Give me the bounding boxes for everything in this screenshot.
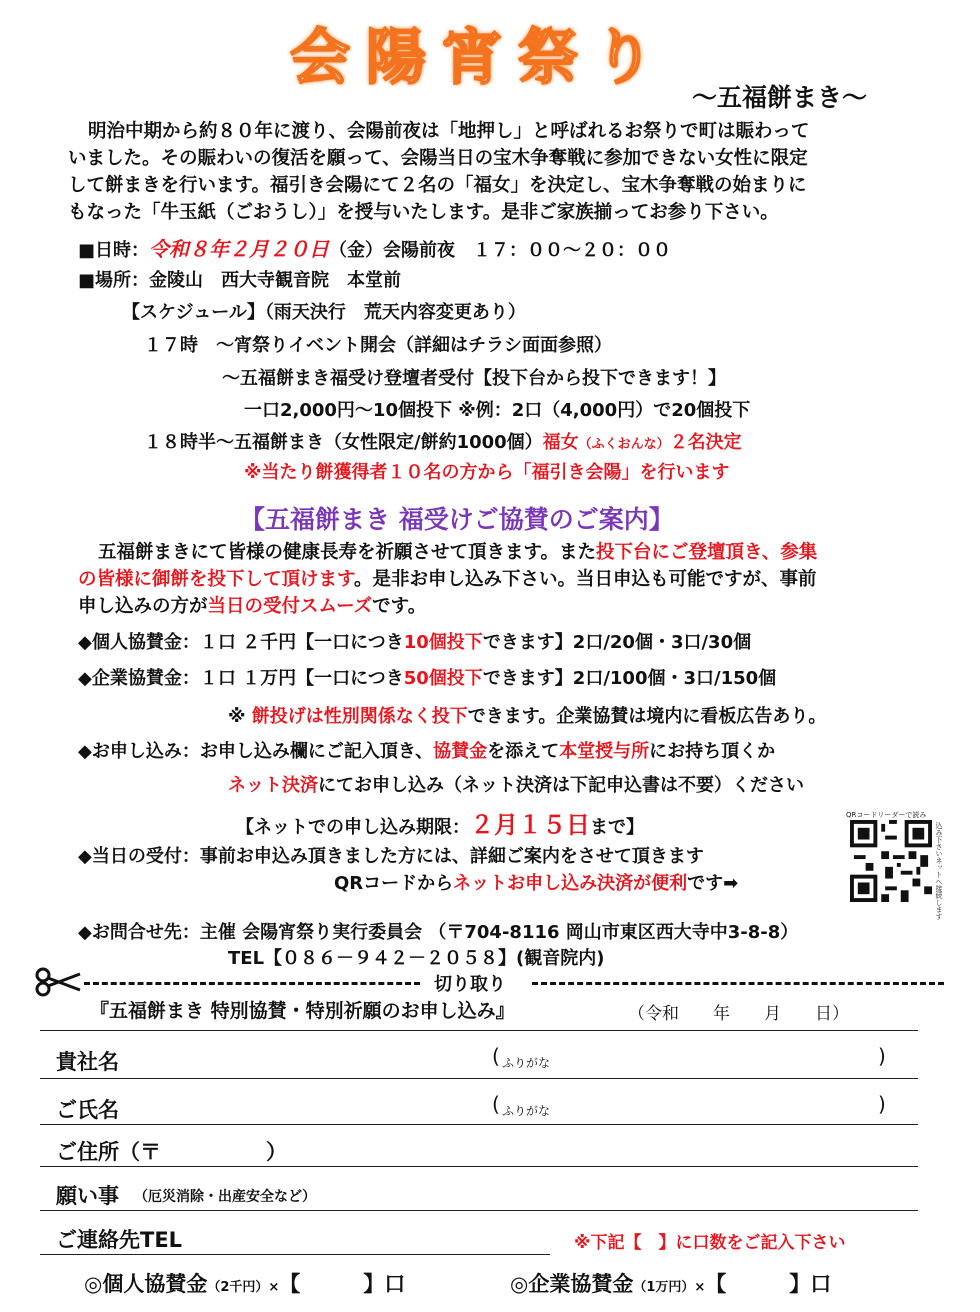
sponsor-para-1: [98, 539, 817, 566]
fukuonna-count: ２名決定: [669, 432, 742, 453]
fukuonna-label: 福女: [542, 432, 579, 453]
day-reception-row: ◆当日の受付：事前お申込み頂きました方には、詳細ご案内をさせて頂きます: [78, 846, 704, 867]
company-furigana: ふりがな: [502, 1056, 551, 1070]
corporate-count-box[interactable]: 【 】口: [705, 1272, 832, 1296]
sponsor-para-1b: 投下台にご登壇頂き、参集: [596, 542, 818, 563]
individual-form-price: （2千円）×: [207, 1280, 280, 1295]
individual-form-label: ◎個人協賛金: [84, 1272, 208, 1296]
individual-sponsor-c: できます】2口/20個・3口/30個: [482, 632, 752, 653]
company-label: 貴社名: [56, 1050, 119, 1074]
company-field[interactable]: [40, 1078, 918, 1079]
intro-line-1: 明治中期から約８０年に渡り、会陽前夜は「地押し」と呼ばれるお祭りで町は賑わって: [88, 121, 810, 142]
datetime-row: [78, 233, 671, 262]
datetime-label: ■日時：: [78, 240, 150, 261]
deadline-a: 【ネットでの申し込み期限：: [236, 817, 470, 838]
datetime-rest: （金）会陽前夜 １７：００～２０：００: [329, 240, 672, 261]
qr-code[interactable]: [850, 820, 932, 902]
schedule-line-1: １７時 ～宵祭りイベント開会（詳細はチラシ面面参照）: [144, 335, 612, 356]
apply-a: ◆お申し込み：お申し込み欄にご記入頂き、: [78, 741, 434, 762]
wish-label: 願い事: [56, 1184, 119, 1208]
individual-form-row: [84, 1268, 405, 1298]
deadline-date: ２月１５日: [470, 811, 590, 839]
individual-sponsor-row: [78, 628, 751, 654]
contact-tel-row: TEL【０８６－９４２－２０５８】(観音院内): [228, 948, 605, 969]
wish-note: （厄災消除・出産安全など）: [134, 1189, 316, 1205]
schedule-header: 【スケジュール】（雨天決行 荒天内容変更あり）: [122, 302, 526, 323]
sponsor-para-2b: 。是非お申し込み下さい。当日申込も可能ですが、事前: [354, 569, 817, 590]
apply-e: にお持ち頂くか: [649, 741, 776, 762]
sponsor-note-red: 餅投げは性別関係なく投下: [251, 706, 468, 727]
qr-b: ネットお申し込み決済が便利: [453, 873, 688, 894]
corporate-form-price: （1万円）×: [633, 1280, 706, 1295]
apply-d: 本堂授与所: [559, 741, 650, 762]
address-field[interactable]: [40, 1166, 918, 1167]
subtitle: ～五福餅まき～: [692, 83, 868, 112]
sponsor-note-rest: できます。企業協賛は境内に看板広告あり。: [467, 706, 827, 727]
intro-line-2: いました。その賑わいの復活を願って、会陽当日の宝木争奪戦に参加できない女性に限定: [68, 148, 808, 169]
cut-line-right: [532, 982, 944, 985]
apply-row: [78, 737, 775, 763]
name-furigana: ふりがな: [502, 1104, 551, 1118]
net-row: [228, 771, 804, 797]
individual-sponsor-a: ◆個人協賛金：１口 ２千円【一口につき: [78, 632, 404, 653]
sponsor-note: [228, 702, 826, 728]
corporate-sponsor-row: [78, 664, 776, 690]
sponsor-para-3: [78, 593, 426, 620]
wish-field[interactable]: [40, 1210, 918, 1211]
deadline-row: [236, 805, 644, 840]
sponsor-heading: 【五福餅まき 福受けご協賛のご案内】: [240, 505, 674, 534]
fukuonna-reading: （ふくおんな）: [578, 437, 670, 452]
company-paren-open: (: [492, 1044, 500, 1068]
qr-row: [334, 869, 738, 895]
sponsor-para-3b: 当日の受付スムーズ: [207, 596, 373, 617]
name-paren-close: ): [878, 1092, 886, 1116]
sponsor-para-1a: 五福餅まきにて皆様の健康長寿を祈願させて頂きます。また: [98, 542, 597, 563]
corporate-sponsor-a: ◆企業協賛金：１口 １万円【一口につき: [78, 668, 404, 689]
apply-c: を添えて: [487, 741, 560, 762]
schedule-line-4-main: １８時半～五福餅まき（女性限定/餅約1000個）: [144, 432, 543, 453]
sponsor-para-2a: の皆様に御餅を投下して頂けます: [78, 569, 355, 590]
schedule-line-2: ～五福餅まき福受け登壇者受付【投下台から投下できます！】: [222, 368, 726, 389]
intro-line-4: もなった「牛玉紙（ごおうし）」を授与いたします。是非ご家族揃ってお参り下さい。: [68, 202, 779, 223]
individual-count-box[interactable]: 【 】口: [279, 1272, 406, 1296]
corporate-form-label: ◎企業協賛金: [510, 1272, 634, 1296]
page-title: 会陽宵祭り: [290, 23, 670, 93]
schedule-line-4: [144, 428, 742, 454]
corporate-sponsor-drops: 50個投下: [403, 668, 483, 689]
tel-note: ※下記【 】に口数をご記入下さい: [574, 1233, 846, 1253]
qr-side-caption: 込み下さいネットへ接続します: [935, 822, 943, 920]
qr-caption: QRコードリーダーで読み: [846, 811, 927, 819]
schedule-line-3: 一口2,000円～10個投下 ※例：2口（4,000円）で20個投下: [244, 400, 751, 421]
name-field[interactable]: [40, 1124, 918, 1125]
intro-line-3: して餅まきを行います。福引き会陽にて２名の「福女」を決定し、宝木争奪戦の始まりに: [68, 175, 807, 196]
apply-b: 協賛金: [433, 741, 488, 762]
sponsor-para-3a: 申し込みの方が: [78, 596, 208, 617]
place-row: ■場所：金陵山 西大寺観音院 本堂前: [78, 270, 402, 291]
contact-row: ◆お問合せ先：主催 会陽宵祭り実行委員会 （〒704‐8116 岡山市東区西大寺中3‐8‐8）: [78, 922, 799, 943]
form-title: 『五福餅まき 特別協賛・特別祈願のお申し込み』: [90, 1000, 515, 1022]
net-payment-note: にてお申し込み（ネット決済は下記申込書は不要）ください: [318, 775, 804, 796]
tel-label: ご連絡先TEL: [56, 1228, 183, 1252]
name-paren-open: (: [492, 1092, 500, 1116]
individual-sponsor-drops: 10個投下: [403, 632, 483, 653]
datetime-date: 令和８年２月２０日: [149, 237, 330, 261]
net-payment: ネット決済: [228, 775, 318, 796]
qr-a: QRコードから: [334, 873, 454, 894]
tel-field[interactable]: [40, 1254, 550, 1255]
corporate-sponsor-c: できます】2口/100個・3口/150個: [482, 668, 777, 689]
form-date: （令和 年 月 日）: [628, 1004, 849, 1024]
cut-line-left: [84, 982, 420, 985]
name-label: ご氏名: [56, 1098, 119, 1122]
sponsor-para-2: [78, 566, 817, 593]
qr-c: です➡: [687, 873, 739, 894]
sponsor-para-3c: です。: [372, 596, 427, 617]
cut-label: 切り取り: [434, 974, 506, 995]
company-paren-close: ): [878, 1044, 886, 1068]
address-label: ご住所（〒 ）: [56, 1140, 287, 1164]
scissors-icon: [34, 966, 82, 998]
schedule-line-5: ※当たり餅獲得者１０名の方から「福引き会陽」を行います: [244, 462, 730, 483]
sponsor-note-mark: ※: [228, 706, 252, 727]
form-divider: [40, 1030, 918, 1031]
deadline-c: まで】: [590, 817, 644, 838]
corporate-form-row: [510, 1268, 831, 1298]
